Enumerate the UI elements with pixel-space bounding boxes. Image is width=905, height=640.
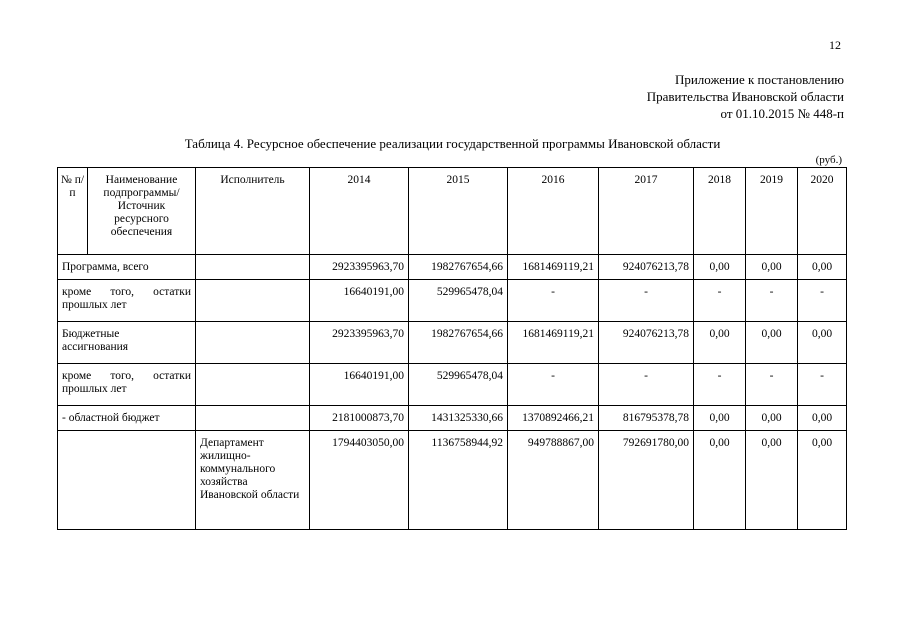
cell-2017: -	[599, 280, 694, 322]
row-name-line-1: кроме того, остатки	[62, 286, 191, 298]
cell-2014: 16640191,00	[310, 364, 409, 406]
row-name	[58, 255, 196, 280]
cell-2020: 0,00	[798, 255, 847, 280]
header-name: Наименование подпрограммы/ Источник ресурсного обеспечения	[88, 168, 196, 255]
cell-2016: -	[508, 364, 599, 406]
row-name	[58, 406, 196, 431]
header-2015: 2015	[409, 168, 508, 255]
cell-2017: -	[599, 364, 694, 406]
cell-2017: 924076213,78	[599, 255, 694, 280]
row-name-line-1: кроме того, остатки	[62, 370, 191, 382]
table-row	[58, 322, 847, 364]
annex-line-1: Приложение к постановлению	[674, 72, 844, 87]
row-name-text: - областной бюджет	[62, 412, 160, 424]
cell-2015: 529965478,04	[409, 280, 508, 322]
page-number: 12	[829, 38, 841, 52]
table-row	[58, 255, 847, 280]
cell-2019: 0,00	[746, 406, 798, 431]
header-2017: 2017	[599, 168, 694, 255]
cell-2018: 0,00	[694, 322, 746, 364]
row-executor	[196, 280, 310, 322]
cell-2019: -	[746, 364, 798, 406]
cell-2015: 529965478,04	[409, 364, 508, 406]
cell-2020: -	[798, 364, 847, 406]
header-2019: 2019	[746, 168, 798, 255]
cell-2020: 0,00	[798, 322, 847, 364]
row-executor	[196, 364, 310, 406]
header-num: № п/п	[58, 168, 88, 255]
cell-2016: 1681469119,21	[508, 322, 599, 364]
cell-2016: 1681469119,21	[508, 255, 599, 280]
cell-2016: 1370892466,21	[508, 406, 599, 431]
table-row	[58, 280, 847, 322]
cell-2014: 2923395963,70	[310, 322, 409, 364]
cell-2020: 0,00	[798, 406, 847, 431]
row-name-line-1: Бюджетные	[62, 328, 120, 340]
cell-2018: -	[694, 364, 746, 406]
cell-2019: 0,00	[746, 255, 798, 280]
cell-2015: 1982767654,66	[409, 255, 508, 280]
row-name-text: Программа, всего	[62, 261, 149, 273]
cell-2018: 0,00	[694, 406, 746, 431]
row-name	[58, 431, 196, 530]
row-name-line-2: прошлых лет	[62, 299, 127, 311]
row-name	[58, 280, 196, 322]
cell-2016: 949788867,00	[508, 431, 599, 530]
cell-2015: 1136758944,92	[409, 431, 508, 530]
cell-2016: -	[508, 280, 599, 322]
cell-2019: 0,00	[746, 431, 798, 530]
cell-2018: 0,00	[694, 431, 746, 530]
header-2016: 2016	[508, 168, 599, 255]
cell-2020: -	[798, 280, 847, 322]
cell-2017: 924076213,78	[599, 322, 694, 364]
cell-2014: 1794403050,00	[310, 431, 409, 530]
cell-2014: 16640191,00	[310, 280, 409, 322]
cell-2018: -	[694, 280, 746, 322]
annex-line-3: от 01.10.2015 № 448-п	[720, 106, 844, 121]
cell-2019: -	[746, 280, 798, 322]
cell-2018: 0,00	[694, 255, 746, 280]
row-name	[58, 364, 196, 406]
annex-line-2: Правительства Ивановской области	[646, 89, 844, 104]
cell-2015: 1982767654,66	[409, 322, 508, 364]
header-executor: Исполнитель	[196, 168, 310, 255]
currency-unit: (руб.)	[815, 154, 842, 166]
annex-header	[647, 71, 844, 122]
table-row	[58, 364, 847, 406]
table-row	[58, 406, 847, 431]
table-header-row	[58, 168, 847, 255]
header-2020: 2020	[798, 168, 847, 255]
row-executor	[196, 255, 310, 280]
cell-2020: 0,00	[798, 431, 847, 530]
cell-2017: 816795378,78	[599, 406, 694, 431]
row-name-line-2: ассигнования	[62, 341, 129, 353]
cell-2014: 2923395963,70	[310, 255, 409, 280]
cell-2014: 2181000873,70	[310, 406, 409, 431]
row-name	[58, 322, 196, 364]
cell-2017: 792691780,00	[599, 431, 694, 530]
row-executor	[196, 322, 310, 364]
table-row	[58, 431, 847, 530]
header-2014: 2014	[310, 168, 409, 255]
cell-2015: 1431325330,66	[409, 406, 508, 431]
resource-table	[57, 167, 847, 530]
header-2018: 2018	[694, 168, 746, 255]
row-executor: Департамент жилищно-коммунального хозяйства Ивановской области	[196, 431, 310, 530]
table-title: Таблица 4. Ресурсное обеспечение реализации государственной программы Ивановской области	[184, 136, 721, 151]
row-executor	[196, 406, 310, 431]
row-name-line-2: прошлых лет	[62, 383, 127, 395]
cell-2019: 0,00	[746, 322, 798, 364]
